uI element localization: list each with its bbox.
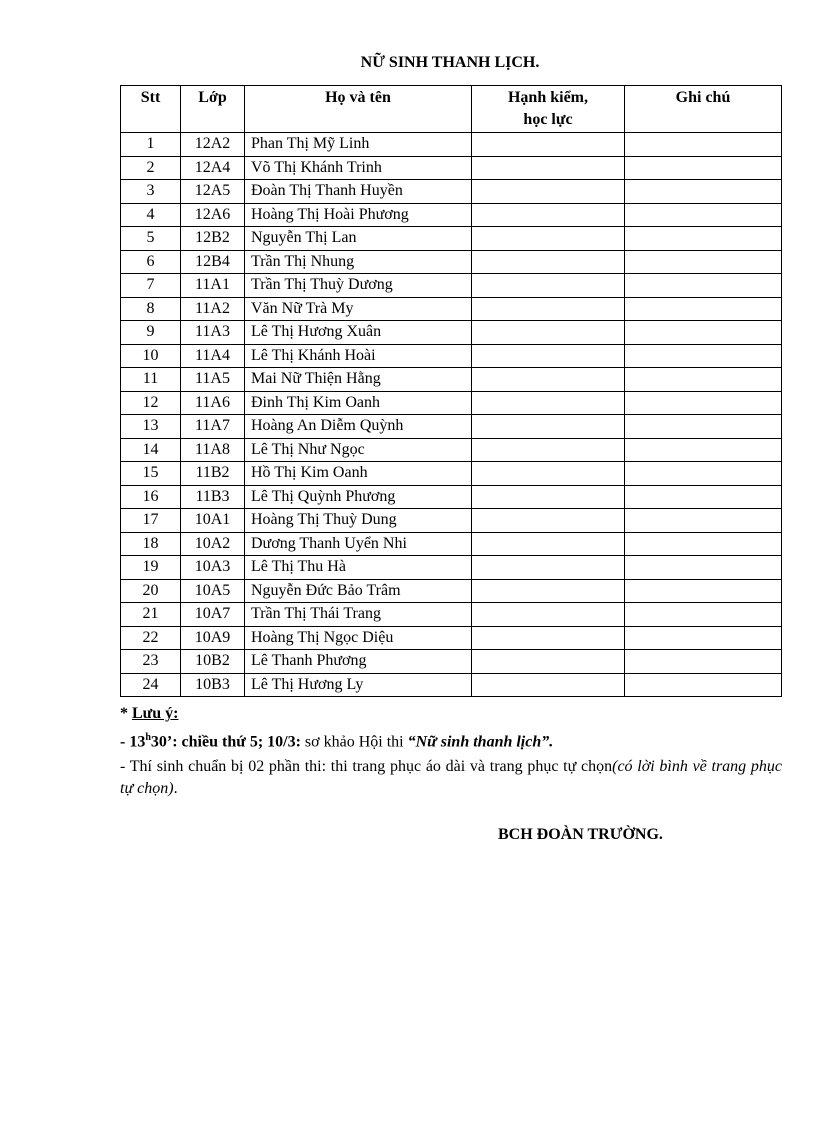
cell-stt: 4 <box>121 203 181 227</box>
table-row <box>121 274 782 298</box>
cell-hanh-kiem <box>472 180 625 204</box>
note-line-2-text: - Thí sinh chuẩn bị 02 phần thi: thi trang phục áo dài và trang phục tự chọn <box>120 758 613 775</box>
cell-lop: 11B3 <box>181 485 245 509</box>
cell-lop: 10A5 <box>181 579 245 603</box>
cell-hanh-kiem <box>472 438 625 462</box>
cell-stt: 5 <box>121 227 181 251</box>
cell-ghi-chu <box>625 579 782 603</box>
cell-name: Võ Thị Khánh Trinh <box>245 156 472 180</box>
table-row <box>121 297 782 321</box>
cell-lop: 12B4 <box>181 250 245 274</box>
cell-lop: 12B2 <box>181 227 245 251</box>
cell-ghi-chu <box>625 203 782 227</box>
cell-stt: 14 <box>121 438 181 462</box>
cell-hanh-kiem <box>472 250 625 274</box>
cell-stt: 19 <box>121 556 181 580</box>
table-row <box>121 626 782 650</box>
note-line-1-text: sơ khảo Hội thi <box>300 733 408 751</box>
cell-hanh-kiem <box>472 274 625 298</box>
table-row <box>121 250 782 274</box>
cell-lop: 10B2 <box>181 650 245 674</box>
header-ghi-chu: Ghi chú <box>625 86 782 133</box>
cell-ghi-chu <box>625 321 782 345</box>
cell-ghi-chu <box>625 650 782 674</box>
cell-stt: 17 <box>121 509 181 533</box>
table-row <box>121 579 782 603</box>
table-row <box>121 438 782 462</box>
cell-lop: 10A1 <box>181 509 245 533</box>
table-row <box>121 344 782 368</box>
cell-ghi-chu <box>625 626 782 650</box>
table-row <box>121 650 782 674</box>
note-time-sup: h <box>145 732 151 743</box>
cell-hanh-kiem <box>472 556 625 580</box>
cell-lop: 10A2 <box>181 532 245 556</box>
table-header-row <box>121 86 782 133</box>
cell-hanh-kiem <box>472 532 625 556</box>
cell-lop: 11A1 <box>181 274 245 298</box>
cell-ghi-chu <box>625 532 782 556</box>
header-stt: Stt <box>121 86 181 133</box>
note-event-name: “Nữ sinh thanh lịch”. <box>407 733 554 751</box>
cell-name: Văn Nữ Trà My <box>245 297 472 321</box>
cell-name: Đoàn Thị Thanh Huyền <box>245 180 472 204</box>
cell-name: Hoàng Thị Hoài Phương <box>245 203 472 227</box>
cell-name: Lê Thanh Phương <box>245 650 472 674</box>
cell-name: Nguyễn Thị Lan <box>245 227 472 251</box>
cell-lop: 12A5 <box>181 180 245 204</box>
cell-hanh-kiem <box>472 321 625 345</box>
cell-ghi-chu <box>625 415 782 439</box>
cell-lop: 11A4 <box>181 344 245 368</box>
cell-ghi-chu <box>625 274 782 298</box>
note-line-1 <box>120 732 553 751</box>
cell-lop: 11A8 <box>181 438 245 462</box>
table-row <box>121 156 782 180</box>
cell-hanh-kiem <box>472 391 625 415</box>
cell-ghi-chu <box>625 462 782 486</box>
cell-lop: 12A4 <box>181 156 245 180</box>
cell-hanh-kiem <box>472 133 625 157</box>
cell-lop: 11A6 <box>181 391 245 415</box>
cell-lop: 11A5 <box>181 368 245 392</box>
cell-ghi-chu <box>625 156 782 180</box>
cell-lop: 11A7 <box>181 415 245 439</box>
header-lop: Lớp <box>181 86 245 133</box>
table-body <box>121 133 782 697</box>
cell-stt: 10 <box>121 344 181 368</box>
cell-hanh-kiem <box>472 156 625 180</box>
cell-name: Trần Thị Nhung <box>245 250 472 274</box>
table-row <box>121 321 782 345</box>
cell-name: Lê Thị Như Ngọc <box>245 438 472 462</box>
cell-hanh-kiem <box>472 603 625 627</box>
cell-name: Hoàng An Diễm Quỳnh <box>245 415 472 439</box>
cell-ghi-chu <box>625 438 782 462</box>
cell-ghi-chu <box>625 603 782 627</box>
cell-name: Hoàng Thị Thuỳ Dung <box>245 509 472 533</box>
signature: BCH ĐOÀN TRƯỜNG. <box>498 826 663 843</box>
student-table <box>120 85 782 697</box>
cell-stt: 11 <box>121 368 181 392</box>
header-hanh-kiem-line1: Hạnh kiểm, <box>507 89 588 106</box>
cell-lop: 10A9 <box>181 626 245 650</box>
cell-name: Trần Thị Thuỳ Dương <box>245 274 472 298</box>
cell-stt: 23 <box>121 650 181 674</box>
note-heading-label: Lưu ý: <box>132 705 179 722</box>
cell-name: Nguyễn Đức Bảo Trâm <box>245 579 472 603</box>
cell-hanh-kiem <box>472 368 625 392</box>
cell-ghi-chu <box>625 556 782 580</box>
cell-ghi-chu <box>625 368 782 392</box>
cell-lop: 10A3 <box>181 556 245 580</box>
table-row <box>121 133 782 157</box>
table-row <box>121 203 782 227</box>
cell-name: Dương Thanh Uyển Nhi <box>245 532 472 556</box>
cell-ghi-chu <box>625 180 782 204</box>
table-row <box>121 227 782 251</box>
table-row <box>121 180 782 204</box>
header-ho-ten: Họ và tên <box>245 86 472 133</box>
cell-name: Lê Thị Khánh Hoài <box>245 344 472 368</box>
cell-name: Mai Nữ Thiện Hằng <box>245 368 472 392</box>
cell-lop: 11A2 <box>181 297 245 321</box>
document-title: NỮ SINH THANH LỊCH. <box>360 54 540 71</box>
note-line-2 <box>120 756 782 800</box>
cell-ghi-chu <box>625 227 782 251</box>
table-row <box>121 368 782 392</box>
cell-ghi-chu <box>625 344 782 368</box>
cell-hanh-kiem <box>472 227 625 251</box>
cell-stt: 3 <box>121 180 181 204</box>
cell-name: Hồ Thị Kim Oanh <box>245 462 472 486</box>
note-time-rest: 30’: chiều thứ 5; 10/3: <box>150 733 301 751</box>
table-row <box>121 391 782 415</box>
cell-hanh-kiem <box>472 415 625 439</box>
cell-name: Trần Thị Thái Trang <box>245 603 472 627</box>
cell-hanh-kiem <box>472 673 625 697</box>
cell-stt: 12 <box>121 391 181 415</box>
cell-lop: 10B3 <box>181 673 245 697</box>
cell-stt: 7 <box>121 274 181 298</box>
cell-lop: 11B2 <box>181 462 245 486</box>
note-line-2-end: . <box>173 780 178 797</box>
cell-name: Hoàng Thị Ngọc Diệu <box>245 626 472 650</box>
table-row <box>121 415 782 439</box>
cell-hanh-kiem <box>472 485 625 509</box>
table-row <box>121 556 782 580</box>
cell-name: Đinh Thị Kim Oanh <box>245 391 472 415</box>
cell-name: Phan Thị Mỹ Linh <box>245 133 472 157</box>
cell-lop: 12A2 <box>181 133 245 157</box>
table-row <box>121 673 782 697</box>
table-row <box>121 532 782 556</box>
table-row <box>121 462 782 486</box>
cell-hanh-kiem <box>472 509 625 533</box>
cell-lop: 12A6 <box>181 203 245 227</box>
cell-hanh-kiem <box>472 203 625 227</box>
cell-name: Lê Thị Hương Ly <box>245 673 472 697</box>
cell-hanh-kiem <box>472 297 625 321</box>
note-time-hour: - 13 <box>120 733 146 751</box>
header-hanh-kiem-line2: học lực <box>523 111 573 128</box>
cell-stt: 6 <box>121 250 181 274</box>
note-line-2-italic: (có lời bình về trang phục tự chọn) <box>120 758 783 797</box>
cell-ghi-chu <box>625 485 782 509</box>
table-row <box>121 509 782 533</box>
cell-ghi-chu <box>625 250 782 274</box>
cell-stt: 13 <box>121 415 181 439</box>
cell-name: Lê Thị Hương Xuân <box>245 321 472 345</box>
cell-ghi-chu <box>625 297 782 321</box>
table-row <box>121 485 782 509</box>
cell-ghi-chu <box>625 509 782 533</box>
cell-stt: 24 <box>121 673 181 697</box>
cell-stt: 22 <box>121 626 181 650</box>
cell-stt: 9 <box>121 321 181 345</box>
cell-hanh-kiem <box>472 579 625 603</box>
cell-hanh-kiem <box>472 650 625 674</box>
cell-hanh-kiem <box>472 626 625 650</box>
cell-name: Lê Thị Quỳnh Phương <box>245 485 472 509</box>
cell-hanh-kiem <box>472 462 625 486</box>
cell-stt: 20 <box>121 579 181 603</box>
cell-stt: 15 <box>121 462 181 486</box>
cell-stt: 8 <box>121 297 181 321</box>
cell-ghi-chu <box>625 133 782 157</box>
cell-stt: 2 <box>121 156 181 180</box>
cell-lop: 10A7 <box>181 603 245 627</box>
cell-hanh-kiem <box>472 344 625 368</box>
cell-stt: 21 <box>121 603 181 627</box>
header-hanh-kiem <box>472 86 625 133</box>
cell-stt: 18 <box>121 532 181 556</box>
cell-lop: 11A3 <box>181 321 245 345</box>
cell-stt: 16 <box>121 485 181 509</box>
cell-ghi-chu <box>625 673 782 697</box>
cell-stt: 1 <box>121 133 181 157</box>
note-star: * <box>120 705 132 722</box>
note-heading <box>120 705 179 723</box>
cell-name: Lê Thị Thu Hà <box>245 556 472 580</box>
cell-ghi-chu <box>625 391 782 415</box>
table-row <box>121 603 782 627</box>
